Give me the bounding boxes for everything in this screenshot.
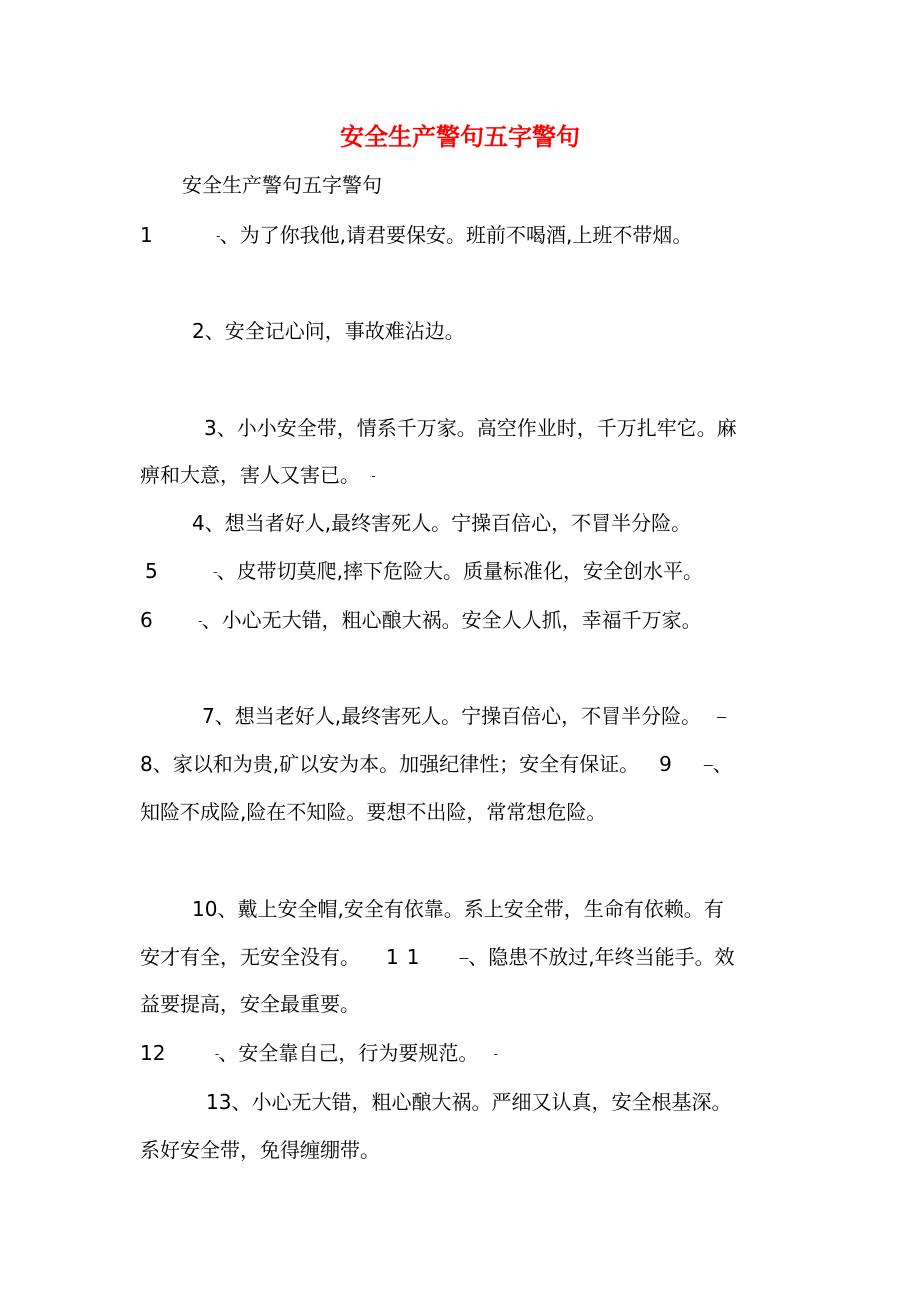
slogan-text: 、 (712, 752, 733, 776)
slogan-text: 、皮带切莫爬,摔下危险大。质量标准化，安全创水平。 (216, 559, 704, 583)
slogan-line-10-cont (140, 942, 735, 972)
slogan-line-13: 13、小心无大错，粗心酿大祸。严细又认真，安全根基深。 (206, 1090, 732, 1114)
slogan-line-2: 2、安全记心问，事故难沾边。 (192, 319, 465, 343)
item-number: 6 (140, 608, 153, 632)
document-subtitle: 安全生产警句五字警句 (182, 173, 382, 197)
slogan-text: 、隐患不放过,年终当能手。效 (468, 945, 735, 969)
slogan-text: 安才有全，无安全没有。 (140, 945, 360, 969)
item-number: 5 (145, 559, 158, 583)
item-number: 12 (140, 1041, 166, 1065)
stray-mark: ـ (372, 468, 375, 480)
slogan-line-3: 3、小小安全带，情系千万家。高空作业时，千万扎牢它。麻 (204, 416, 737, 440)
stray-mark: ـ (494, 1046, 498, 1058)
item-number: 1 (140, 223, 153, 247)
stray-mark: ـ (213, 564, 217, 576)
stray-mark: ـ (216, 228, 220, 240)
slogan-text: 8、家以和为贵,矿以安为本。加强纪律性；安全有保证。 (140, 752, 640, 776)
slogan-line-6 (140, 605, 702, 635)
slogan-line-13-cont: 系好安全带，免得缠绷带。 (140, 1138, 380, 1162)
slogan-line-1 (140, 220, 692, 250)
slogan-line-4: 4、想当者好人,最终害死人。宁操百倍心，不冒半分险。 (192, 511, 692, 535)
slogan-line-5 (145, 556, 703, 586)
slogan-line-12 (140, 1038, 497, 1068)
slogan-text: 、为了你我他,请君要保安。班前不喝酒,上班不带烟。 (219, 223, 693, 247)
slogan-text: 7、想当老好人,最终害死人。宁操百倍心，不冒半分险。 (202, 704, 702, 728)
slogan-line-3-cont (140, 460, 375, 490)
slogan-line-9: 知险不成险,险在不知险。要想不出险，常常想危险。 (140, 800, 607, 824)
slogan-line-10-cont2: 益要提高，安全最重要。 (140, 992, 360, 1016)
document-title: 安全生产警句五字警句 (340, 123, 580, 151)
item-number: 9 (659, 752, 672, 776)
stray-mark: ـــ (703, 757, 713, 769)
slogan-text: 痹和大意，害人又害已。 (140, 463, 360, 487)
slogan-line-8 (140, 749, 733, 779)
slogan-line-10: 10、戴上安全帽,安全有依靠。系上安全带，生命有依赖。有 (192, 897, 724, 921)
stray-mark: ـ (198, 613, 202, 625)
stray-mark: ـــ (717, 709, 726, 721)
slogan-text: 、安全靠自己，行为要规范。 (218, 1041, 479, 1065)
stray-mark: ـ (215, 1046, 219, 1058)
slogan-line-7 (202, 701, 726, 731)
slogan-text: 、小心无大错，粗心酿大祸。安全人人抓，幸福千万家。 (201, 608, 702, 632)
stray-mark: ـــ (459, 950, 469, 962)
item-number: 11 (386, 945, 428, 969)
